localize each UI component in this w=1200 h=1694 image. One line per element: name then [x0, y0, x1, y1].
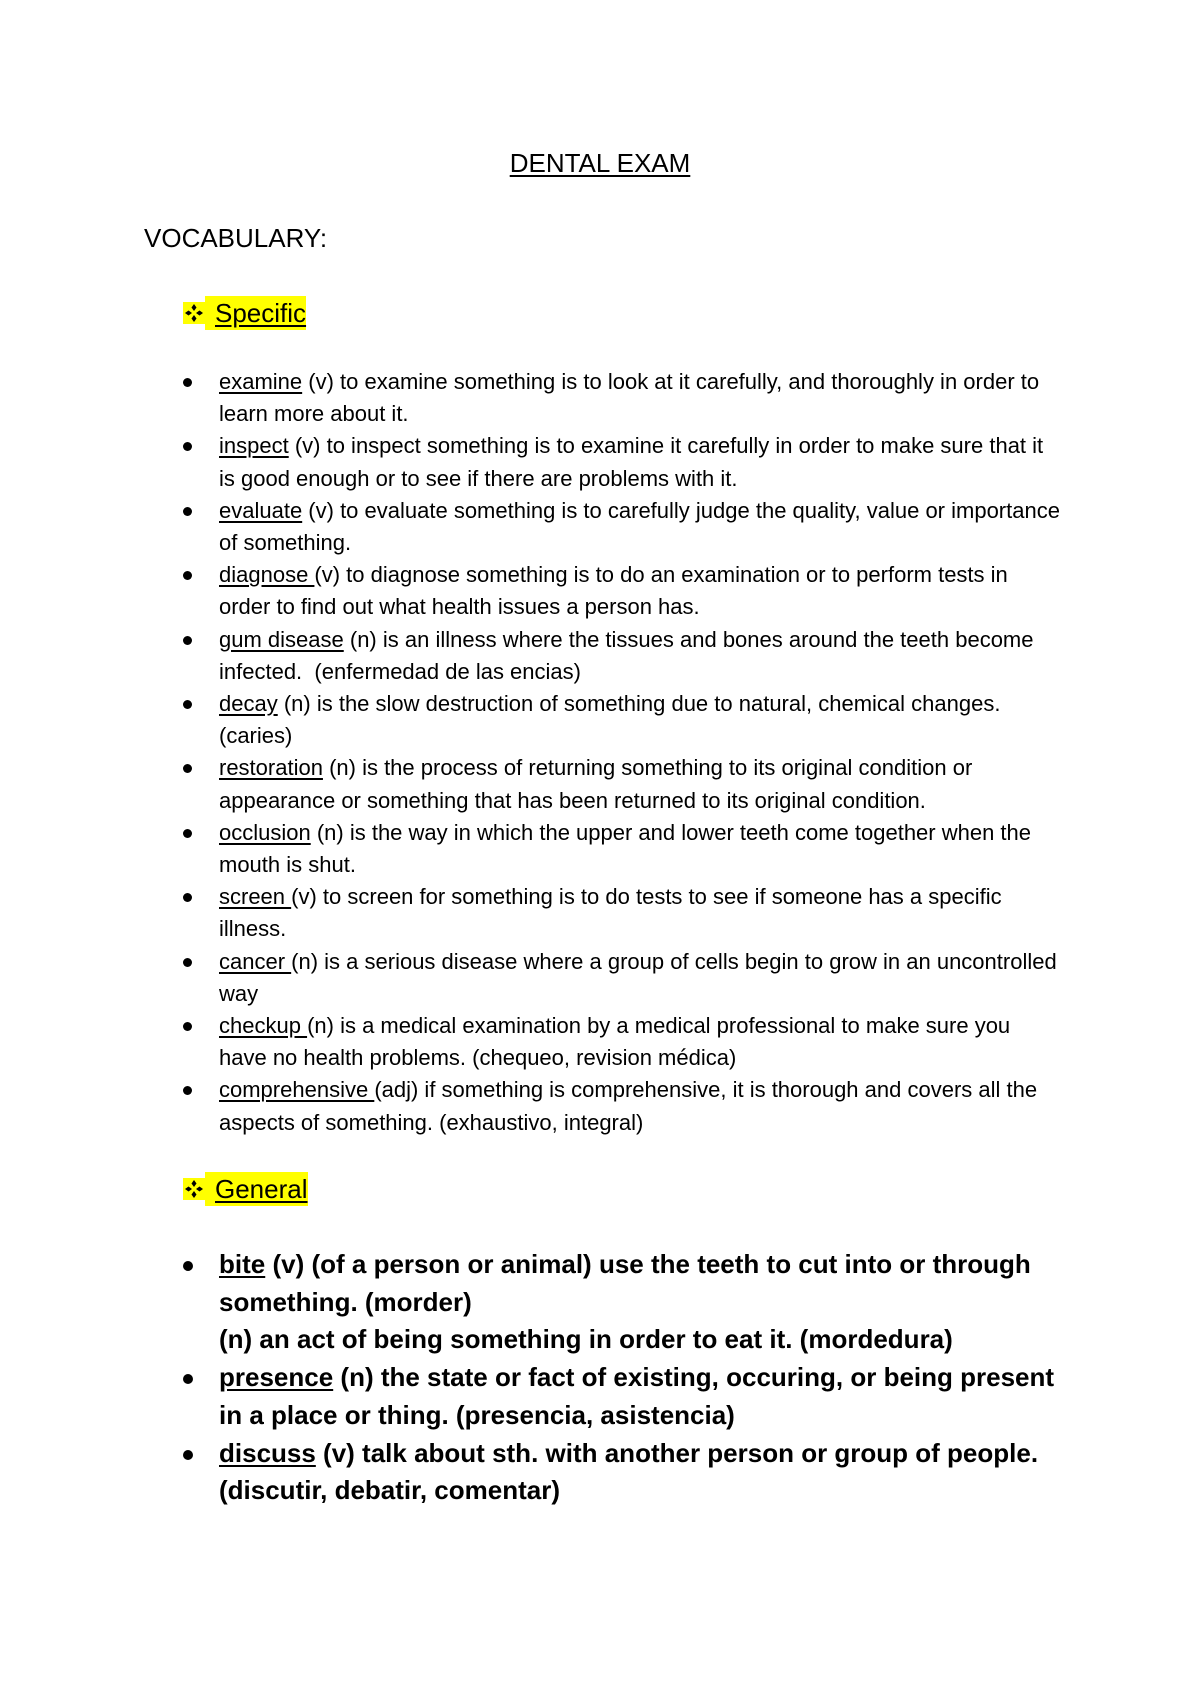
bullet-icon [183, 1450, 193, 1460]
bullet-icon [183, 1374, 193, 1384]
vocab-term: diagnose [219, 562, 315, 588]
general-vocabulary-list [183, 1246, 1083, 1510]
vocab-definition: (n) is a serious disease where a group of cells begin to grow in an uncontrolled way [219, 948, 1063, 1006]
section-heading-general-text: General [215, 1174, 308, 1204]
bullet-icon [183, 378, 192, 387]
bullet-icon [183, 1086, 192, 1095]
vocab-term: decay [219, 691, 278, 717]
vocab-term: discuss [219, 1437, 316, 1468]
bullet-icon [183, 700, 192, 709]
vocab-definition: (v) talk about sth. with another person or group of people. (discutir, debatir, comentar) [219, 1437, 1046, 1506]
specific-vocabulary-list [183, 366, 1067, 1139]
bullet-icon [183, 893, 192, 902]
vocab-term: restoration [219, 755, 323, 781]
section-heading-general [183, 1172, 308, 1206]
bullet-icon [183, 1261, 193, 1271]
vocab-term: cancer [219, 948, 292, 974]
vocab-term: comprehensive [219, 1077, 375, 1103]
four-diamond-icon [183, 302, 205, 324]
list-item [183, 495, 1067, 559]
vocab-term: occlusion [219, 819, 311, 845]
vocab-definition: (n) is an illness where the tissues and bones around the teeth become infected. (enfermedad de las encias) [219, 626, 1040, 684]
vocab-definition: (adj) if something is comprehensive, it is thorough and covers all the aspects of something. (exhaustivo, integral) [219, 1077, 1044, 1135]
vocab-definition: (v) to diagnose something is to do an examination or to perform tests in order to find out what health issues a person has. [219, 562, 1014, 620]
list-item [183, 1010, 1063, 1074]
vocab-term: gum disease [219, 626, 344, 652]
vocab-definition: (v) to inspect something is to examine it carefully in order to make sure that it is good enough or to see if there are problems with it. [219, 433, 1050, 491]
list-item [183, 946, 1063, 1010]
vocab-term: examine [219, 369, 303, 394]
bullet-icon [183, 442, 192, 451]
vocab-definition: (n) the state or fact of existing, occuring, or being present in a place or thing. (presencia, asistencia) [219, 1362, 1062, 1430]
list-item [183, 430, 1063, 494]
bullet-icon [183, 1022, 192, 1031]
section-heading-highlight [205, 296, 306, 330]
vocab-definition: (v) to examine something is to look at it carefully, and thoroughly in order to learn more about it. [219, 369, 1046, 427]
vocab-term: screen [219, 884, 292, 910]
vocab-definition: (n) is a medical examination by a medical professional to make sure you have no health problems. (chequeo, revision médica) [219, 1013, 1017, 1071]
vocab-definition: (n) is the way in which the upper and lower teeth come together when the mouth is shut. [219, 819, 1038, 878]
bullet-icon [183, 636, 192, 645]
bullet-icon [183, 958, 192, 967]
list-item [183, 752, 1063, 816]
vocab-term: inspect [219, 433, 289, 459]
list-item [183, 366, 1063, 430]
document-title [0, 146, 1200, 180]
section-heading-specific-text: Specific [215, 298, 307, 328]
vocab-term: presence [219, 1362, 334, 1393]
list-item [183, 1246, 1083, 1359]
vocab-definition: (v) to evaluate something is to carefully judge the quality, value or importance of something. [219, 497, 1067, 556]
vocab-definition: (n) is the slow destruction of something due to natural, chemical changes. (caries) [219, 691, 1007, 749]
vocab-definition: (v) (of a person or animal) use the teeth to cut into or through something. (morder) (n) an act of being something in order to eat it. (mordedura) [219, 1249, 1031, 1355]
vocab-definition: (v) to screen for something is to do tests to see if someone has a specific illness. [219, 884, 1008, 942]
bullet-icon [183, 829, 192, 838]
list-item [183, 881, 1063, 945]
bullet-icon [183, 764, 192, 773]
list-item [183, 559, 1063, 623]
section-heading-highlight [205, 1172, 308, 1206]
list-item [183, 688, 1063, 752]
list-item [183, 817, 1063, 881]
document-title-text: DENTAL EXAM [509, 148, 691, 178]
vocab-definition: (n) is the process of returning something to its original condition or appearance or something that has been returned to its original condition. [219, 755, 979, 813]
bullet-icon [183, 507, 192, 516]
four-diamond-icon [183, 1178, 205, 1200]
vocabulary-heading: VOCABULARY: [144, 223, 328, 253]
list-item [183, 1435, 1083, 1510]
vocab-term: evaluate [219, 497, 303, 523]
list-item [183, 624, 1063, 688]
bullet-icon [183, 571, 192, 580]
vocab-term: bite [219, 1249, 266, 1279]
vocab-term: checkup [219, 1013, 308, 1039]
section-heading-specific [183, 296, 306, 330]
list-item [183, 1074, 1063, 1138]
list-item [183, 1359, 1083, 1434]
